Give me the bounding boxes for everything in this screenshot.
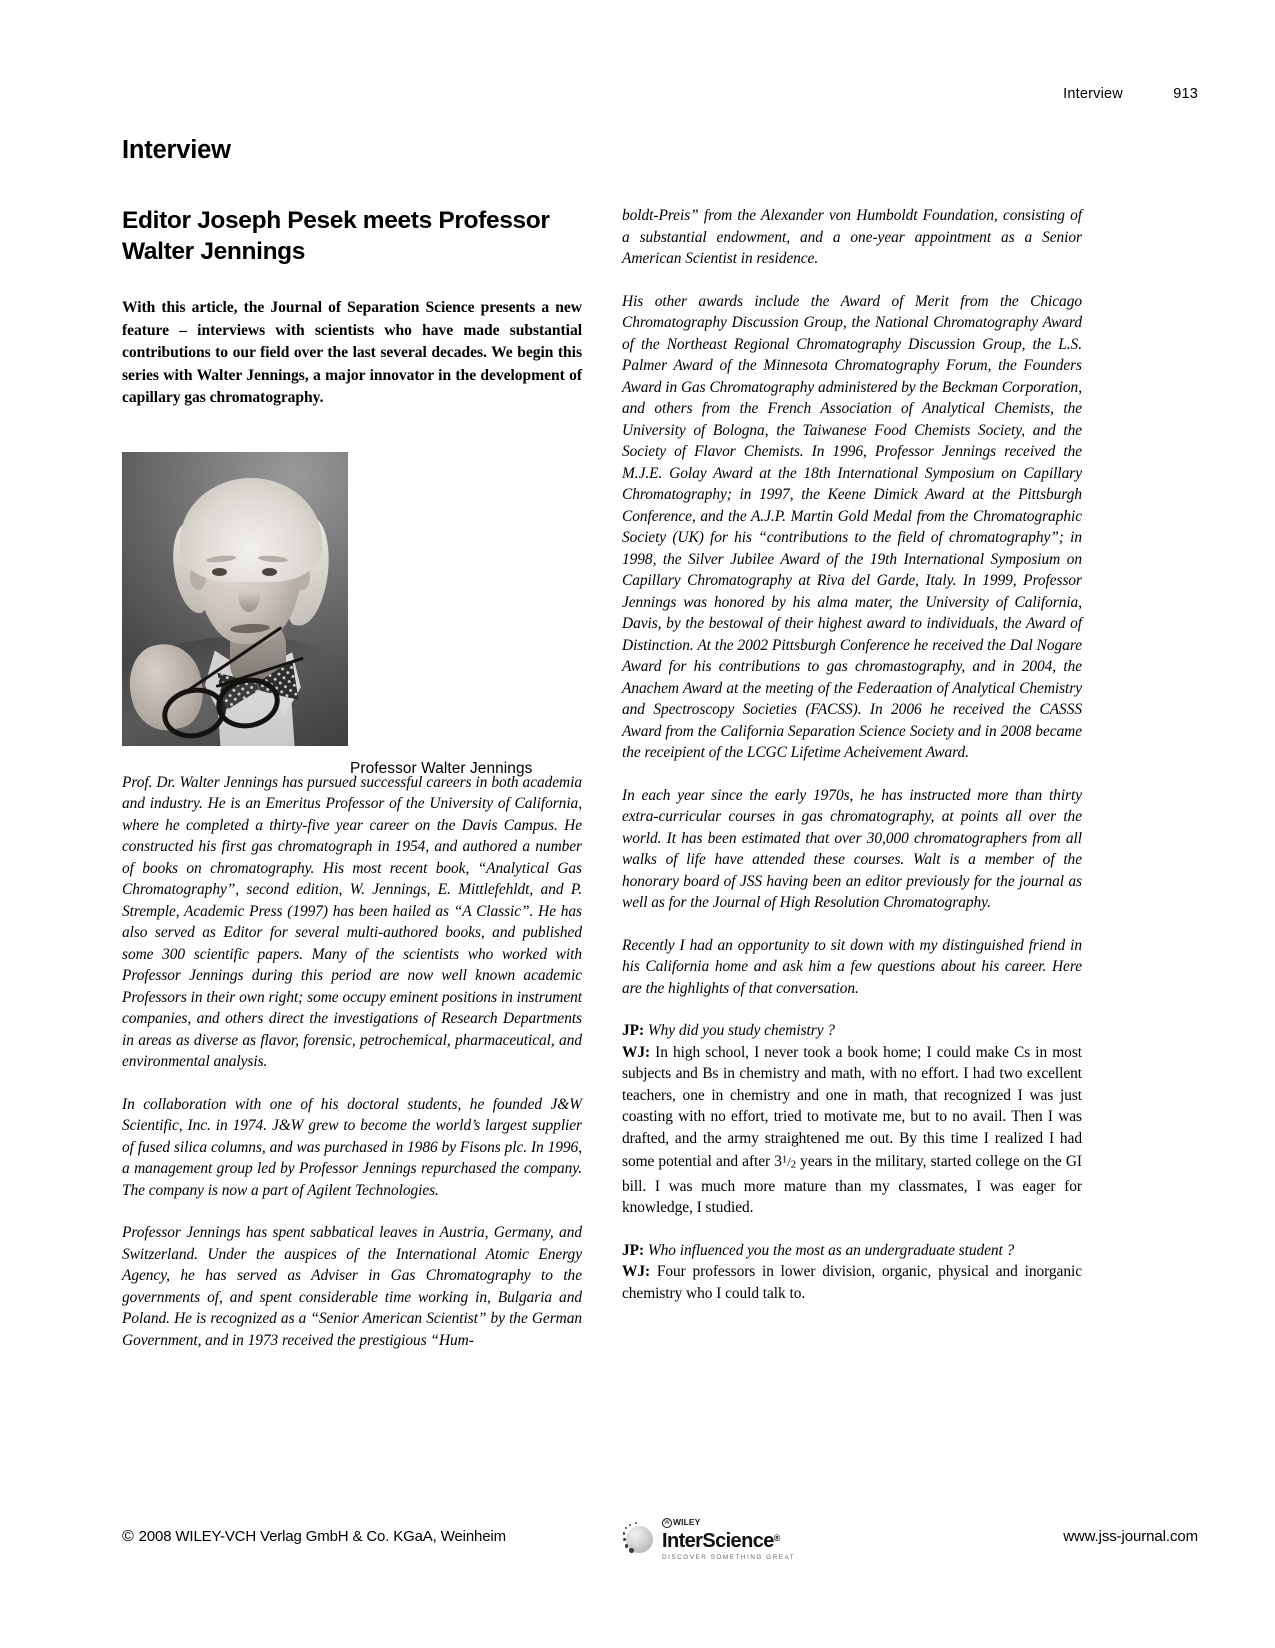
right-paragraph-2: His other awards include the Award of Merit from the Chicago Chromatography Discussion Group, the National Chromatography Award of the Northeast Regional Chromatography Discussion Group, the L.S. Palmer Award of the Minnesota Chromatography Forum, the Founders Award in Gas Chromatography administered by the Beckman Corporation, and others from the French Association of Analytical Chemists, the University of Bologna, the Taiwanese Food Chemists Society, and the Society of Flavor Chemists. In 1996, Professor Jennings received the M.J.E. Golay Award at the 18th International Symposium on Capillary Chromatography; in 1997, the Keene Dimick Award at the Pittsburgh Conference, and the A.J.P. Martin Gold Medal from the Chromatographic Society (UK) for his “contributions to the field of chromatography”; in 1998, the Silver Jubilee Award of the 19th International Symposium on Capillary Chromatography at Riva del Garde, Italy. In 1999, Professor Jennings was honored by his alma mater, the University of California, Davis, by the bestowal of their highest award to individuals, the Award of Distinction. At the 2002 Pittsburgh Conference he received the Dal Nogare Award for his contributions to gas chromastography, and in 2004, the Anachem Award at the meeting of the Federaation of Analytical Chemistry and Spectroscopy Societies (FACSS). In 2006 he received the CASSS Award from the California Separation Science Society and in 2008 became the receipient of the LCGC Lifetime Acheivement Award.: [622, 292, 1082, 761]
left-paragraph-3: Professor Jennings has spent sabbatical leaves in Austria, Germany, and Switzerland. Under the auspices of the International Atomic Energy Agency, he has served as Adviser in Gas Chromatography to the governments of, and spent considerable time working in, Bulgaria and Poland. He is recognized as a “Senior American Scientist” by the German Government, and in 1973 received the prestigious “Hum-: [122, 1224, 582, 1349]
portrait-photo: [122, 452, 348, 746]
qa-question-1: [622, 1020, 1082, 1042]
fraction-denominator-1: 2: [790, 1158, 796, 1171]
eyeglasses-shape: [158, 664, 298, 740]
qa-answer-text-1a: In high school, I never took a book home; I could make Cs in most subjects and Bs in chemistry and math, with no effort. I had two excellent teachers, one in chemistry and one in math, that recognized I was just coasting with no effort, tried to motivate me, but to no avail. Then I was drafted, and the army straightened me out. By this time I realized I had some potential and after 3: [622, 1043, 1082, 1170]
left-paragraph-1: Prof. Dr. Walter Jennings has pursued successful careers in both academia and industry. He is an Emeritus Professor of the University of California, where he completed a thirty-five year career on the Davis Campus. He constructed his first gas chromatograph in 1954, and authored a number of books on chromatography. His most recent book, “Analytical Gas Chromatography”, second edition, W. Jennings, E. Mittlefehldt, and P. Stremple, Academic Press (1997) has been hailed as “A Classic”. He has also served as Editor for several multi-authored books, and published some 300 scientific papers. Many of the scientists who worked with Professor Jennings during this period are now well known academic Professors in their own right; some occupy eminent positions in instrument companies, and others direct the investigations of Research Departments in areas as diverse as flavor, forensic, petrochemical, pharmaceutical, and environmental analysis.: [122, 773, 582, 1071]
qa-answer-text-2: Four professors in lower division, organic, physical and inorganic chemistry who I could talk to.: [622, 1263, 1082, 1302]
article-title: Editor Joseph Pesek meets Professor Walter Jennings: [122, 207, 550, 265]
orb-dot-1: [635, 1522, 637, 1524]
running-head: [1063, 86, 1198, 102]
section-label: Interview: [122, 136, 231, 164]
page-number: 913: [1173, 86, 1198, 102]
orb-dot-6: [625, 1544, 629, 1548]
qa-answer-text-1b: years in the military, started college on the GI bill. I was much more mature than my classmates, I was eager for knowledge, I studied.: [622, 1152, 1082, 1217]
journal-url[interactable]: www.jss-journal.com: [1063, 1528, 1198, 1545]
orb-dot-7: [629, 1548, 634, 1553]
registered-icon: ®: [773, 1533, 780, 1543]
fraction-numerator-1: 1: [781, 1153, 788, 1165]
qa-speaker-jp-1: JP:: [622, 1022, 645, 1039]
running-head-label: Interview: [1063, 86, 1123, 102]
interscience-name-row: [662, 1528, 795, 1552]
right-paragraph-1: boldt-Preis” from the Alexander von Humboldt Foundation, consisting of a substantial endowment, and a one-year appointment as a Senior American Scientist in residence.: [622, 207, 1082, 267]
copyright-notice: [122, 1528, 506, 1546]
qa-speaker-wj-1: WJ:: [622, 1043, 651, 1061]
copyright-text: 2008 WILEY-VCH Verlag GmbH & Co. KGaA, Weinheim: [138, 1528, 506, 1545]
qa-answer-1: [622, 1042, 1082, 1219]
qa-speaker-wj-2: WJ:: [622, 1263, 651, 1281]
page-footer: [0, 1517, 1275, 1578]
wiley-name: WILEY: [673, 1517, 701, 1527]
qa-question-text-2: Who influenced you the most as an undergraduate student ?: [644, 1241, 1015, 1259]
copyright-icon: ©: [122, 1528, 134, 1545]
portrait-figure: [122, 452, 348, 746]
article-lead: With this article, the Journal of Separation Science presents a new feature – interviews with scientists who have made substantial contributions to our field over the last several decades. We begin this series with Walter Jennings, a major innovator in the development of capillary gas chromatography.: [122, 299, 582, 407]
eye-right-shape: [262, 568, 277, 576]
wiley-interscience-logo[interactable]: [622, 1516, 832, 1562]
eye-left-shape: [212, 568, 227, 576]
right-paragraph-4: Recently I had an opportunity to sit down with my distinguished friend in his California home and ask him a few questions about his career. Here are the highlights of that conversation.: [622, 936, 1082, 997]
interscience-wordmark: [662, 1518, 795, 1562]
glasses-lens-right: [212, 672, 285, 734]
interscience-name: InterScience: [662, 1530, 774, 1552]
left-column: [122, 205, 582, 1351]
orb-dot-4: [623, 1532, 626, 1535]
interscience-orb-icon: [622, 1522, 656, 1556]
qa-question-text-1: Why did you study chemistry ?: [644, 1022, 835, 1039]
right-column: [622, 205, 1082, 1325]
orb-dot-3: [625, 1527, 627, 1529]
mixed-fraction-1: $^1/_2$: [781, 1153, 796, 1171]
left-paragraph-2: In collaboration with one of his doctoral students, he founded J&W Scientific, Inc. in 1974. J&W grew to become the world’s largest supplier of fused silica columns, and was purchased in 1986 by Fisons plc. In 1996, a management group led by Professor Jennings repurchased the company. The company is now a part of Agilent Technologies.: [122, 1095, 582, 1199]
right-paragraph-3: In each year since the early 1970s, he has instructed more than thirty extra-curricular courses in gas chromatography, at points all over the world. It has been estimated that over 30,000 chromatographers from all walks of life have attended these courses. Walt is a member of the honorary board of JSS having been an editor previously for the journal as well as for the Journal of High Resolution Chromatography.: [622, 786, 1082, 911]
orb-dot-5: [623, 1538, 626, 1541]
portrait-caption: Professor Walter Jennings: [350, 760, 533, 777]
qa-question-2: [622, 1240, 1082, 1262]
nose-shape: [238, 578, 260, 612]
interscience-tagline: DISCOVER SOMETHING GREAT: [662, 1554, 796, 1561]
orb-dot-2: [629, 1524, 631, 1526]
qa-speaker-jp-2: JP:: [622, 1241, 645, 1259]
wiley-label: [662, 1518, 795, 1528]
wiley-circle-icon: W: [662, 1518, 672, 1528]
qa-answer-2: [622, 1261, 1082, 1304]
